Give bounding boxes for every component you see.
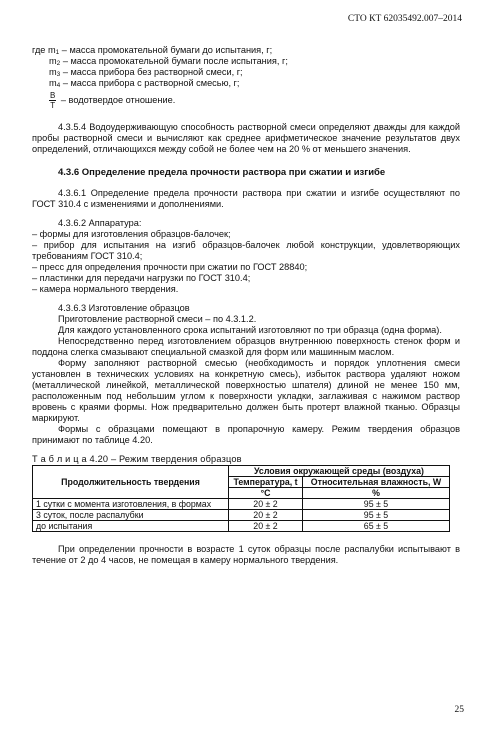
definition-m2 xyxy=(32,56,460,67)
cell-humidity: 95 ± 5 xyxy=(303,510,450,521)
cell-temperature: 20 ± 2 xyxy=(229,510,303,521)
header-temperature-unit: °С xyxy=(229,488,303,499)
def-symbol: m xyxy=(49,67,57,77)
cell-period: до испытания xyxy=(33,521,229,532)
def-subscript: 4 xyxy=(56,82,61,89)
definition-ratio xyxy=(32,91,460,110)
def-subscript: 2 xyxy=(56,60,61,67)
def-text: – масса прибора без растворной смеси, г; xyxy=(60,67,243,77)
def-text: – масса промокательной бумаги после испытания, г; xyxy=(60,56,288,66)
definition-m4 xyxy=(32,78,460,89)
table-caption: Т а б л и ц а 4.20 – Режим твердения образцов xyxy=(32,454,242,464)
paragraph-4361: 4.3.6.1 Определение предела прочности раствора при сжатии и изгибе осуществляют по ГОСТ 310.4 с изменениями и дополнениями. xyxy=(32,188,460,209)
header-humidity: Относительная влажность, W xyxy=(303,477,450,488)
apparatus-item: – пресс для определения прочности при сжатии по ГОСТ 28840; xyxy=(32,262,308,272)
paragraph-before-molding: Непосредственно перед изготовлением образцов внутреннюю поверхность стенок форм и поддона слегка смазывают специальной смазкой для форм или машинным маслом. xyxy=(32,336,460,357)
apparatus-item: – пластинки для передачи нагрузки по ГОСТ 310.4; xyxy=(32,273,251,283)
paragraph-final: При определении прочности в возрасте 1 суток образцы после распалубки испытывают в течение от 2 до 4 часов, не помещая в камеру нормального твердения. xyxy=(32,544,460,565)
def-text: – водотвердое отношение. xyxy=(58,94,176,105)
cell-period: 3 суток, после распалубки xyxy=(33,510,229,521)
page-number: 25 xyxy=(454,705,464,715)
table-row xyxy=(33,499,450,510)
def-subscript: 3 xyxy=(56,71,61,78)
paragraph-each-term: Для каждого установленного срока испытаний изготовляют по три образца (одна форма). xyxy=(58,325,442,335)
document-body xyxy=(32,45,460,566)
paragraph-4354: 4.3.5.4 Водоудерживающую способность растворной смеси определяют дважды для каждой пробы растворной смеси и вычисляют как среднее арифметическое значение результатов двух определений, отличающихся между собой не более чем на 20 % от меньшего значения. xyxy=(32,122,460,154)
apparatus-item: – камера нормального твердения. xyxy=(32,284,179,294)
def-text: – масса прибора с растворной смесью, г; xyxy=(60,78,240,88)
def-symbol: где m xyxy=(32,45,56,55)
header-environment: Условия окружающей среды (воздуха) xyxy=(229,466,450,477)
def-subscript: 1 xyxy=(55,49,60,56)
header-duration: Продолжительность твердения xyxy=(33,466,229,499)
table-row xyxy=(33,510,450,521)
apparatus-item: – формы для изготовления образцов-балочек; xyxy=(32,229,231,239)
fraction-numerator: В xyxy=(50,91,56,100)
apparatus-item: – прибор для испытания на изгиб образцов-балочек любой конструкции, удовлетворяющих требованиям ГОСТ 310.4; xyxy=(32,240,460,261)
header-humidity-unit: % xyxy=(303,488,450,499)
cell-period: 1 сутки с момента изготовления, в формах xyxy=(33,499,229,510)
cell-temperature: 20 ± 2 xyxy=(229,499,303,510)
paragraph-forms-chamber: Формы с образцами помещают в пропарочную камеру. Режим твердения образцов принимают по таблице 4.20. xyxy=(32,424,460,445)
fraction xyxy=(49,91,56,110)
cell-humidity: 65 ± 5 xyxy=(303,521,450,532)
table-row xyxy=(33,521,450,532)
paragraph-preparation: Приготовление растворной смеси – по 4.3.1.2. xyxy=(58,314,257,324)
def-symbol: m xyxy=(49,56,57,66)
paragraph-4363-title: 4.3.6.3 Изготовление образцов xyxy=(58,303,190,313)
cell-temperature: 20 ± 2 xyxy=(229,521,303,532)
definition-m1 xyxy=(32,45,460,56)
section-heading-436: 4.3.6 Определение предела прочности раствора при сжатии и изгибе xyxy=(58,167,386,178)
paragraph-filling: Форму заполняют растворной смесью (необходимость и порядок уплотнения смеси установлен в технических условиях на конкретную смесь), избыток раствора удаляют ножом (металлической линейкой, металлической поверхностью шпателя) длиной не менее 150 мм, расположенным под небольшим углом к поверхности укладки, заглаживая с нажимом раствор вровень с краями формы. Нож предварительно должен быть протерт влажной тканью. Образцы маркируют. xyxy=(32,358,460,423)
paragraph-4362-title: 4.3.6.2 Аппаратура: xyxy=(58,218,142,228)
cell-humidity: 95 ± 5 xyxy=(303,499,450,510)
curing-regime-table xyxy=(32,465,450,532)
fraction-denominator: Т xyxy=(50,101,56,110)
def-text: – масса промокательной бумаги до испытания, г; xyxy=(59,45,273,55)
standard-code: СТО КТ 62035492.007–2014 xyxy=(347,14,462,24)
def-symbol: m xyxy=(49,78,57,88)
header-temperature: Температура, t xyxy=(229,477,303,488)
definition-m3 xyxy=(32,67,460,78)
variable-definitions xyxy=(32,45,460,110)
